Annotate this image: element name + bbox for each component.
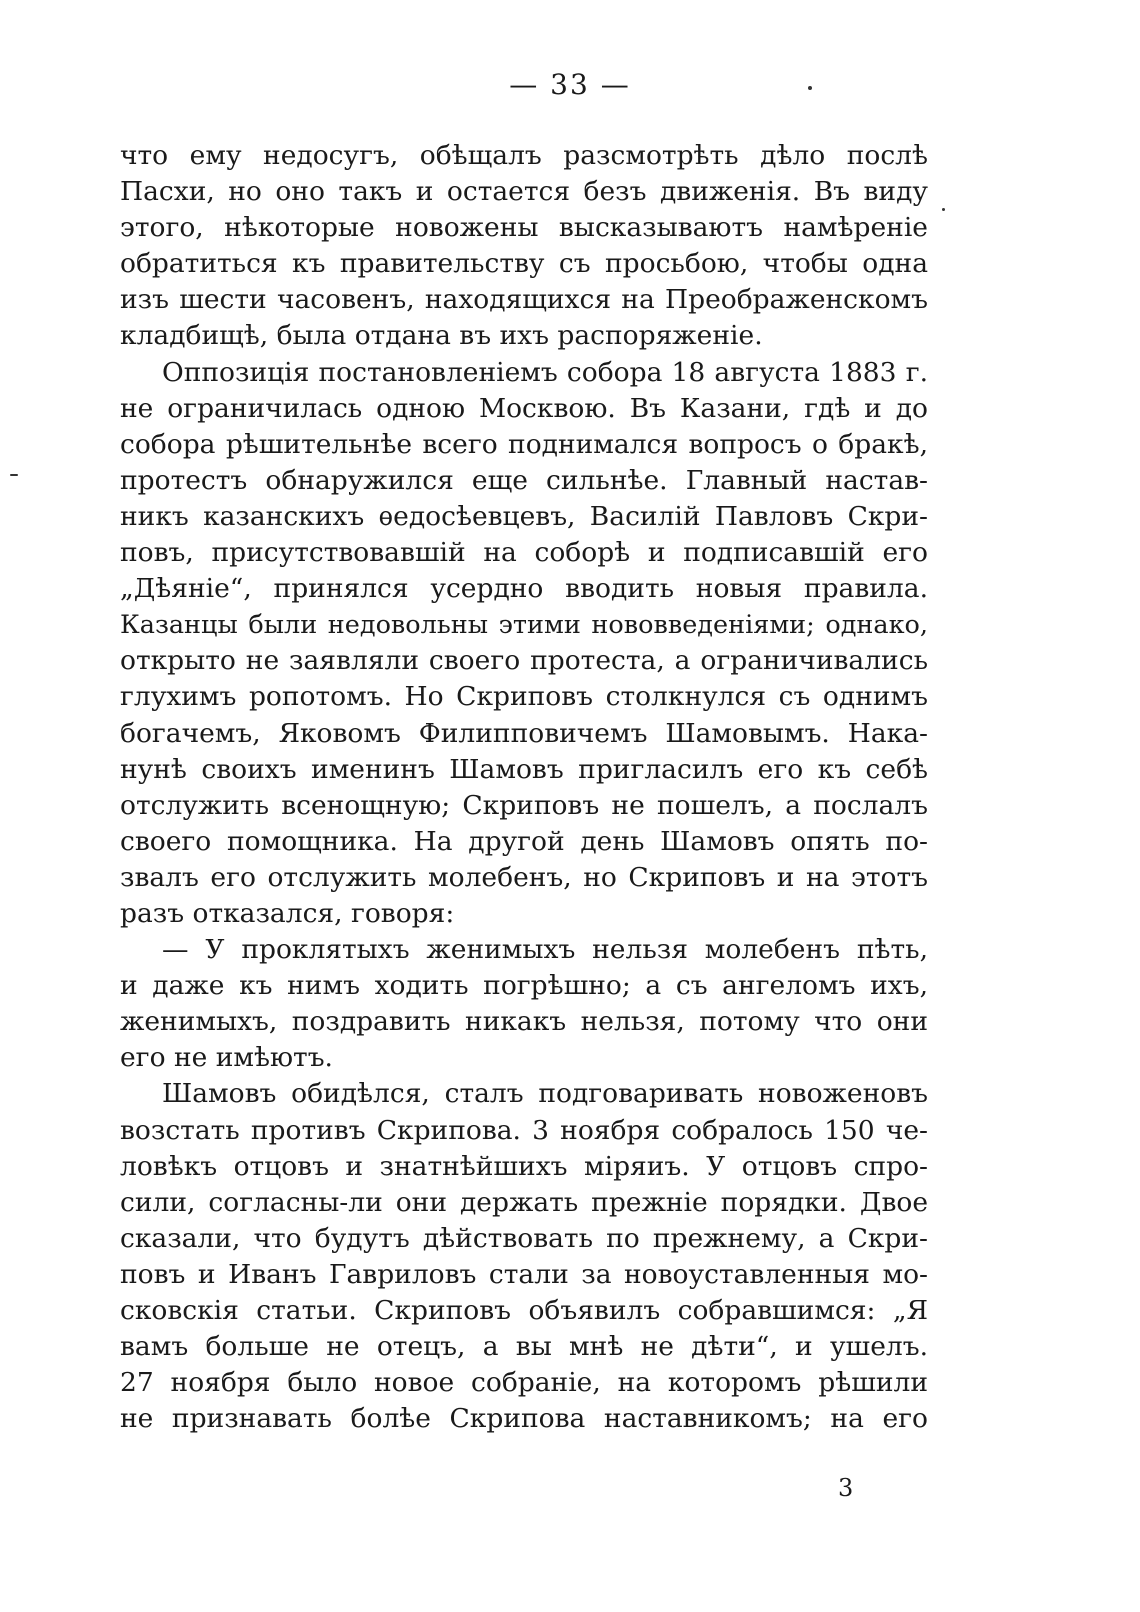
text-line: протестъ обнаружился еще сильнѣе. Главный настав- (120, 464, 928, 496)
text-line: обратиться къ правительству съ просьбою, чтобы одна (120, 248, 928, 280)
text-line: вамъ больше не отецъ, а вы мнѣ не дѣти“, и ушелъ. (120, 1331, 928, 1363)
paragraph (120, 1076, 928, 1437)
text-line: своего помощника. На другой день Шамовъ опять по- (120, 825, 928, 857)
text-line: нунѣ своихъ именинъ Шамовъ пригласилъ его къ себѣ (120, 753, 928, 785)
text-line: богачемъ, Яковомъ Филипповичемъ Шамовымъ. Нака- (120, 717, 928, 749)
text-line: кладбищѣ, была отдана въ ихъ распоряженіе. (120, 320, 763, 352)
paragraph (120, 932, 928, 1076)
text-line: разъ отказался, говоря: (120, 897, 455, 929)
text-line: сказали, что будутъ дѣйствовать по прежнему, а Скри- (120, 1222, 928, 1254)
text-line: сили, согласны-ли они держать прежніе порядки. Двое (120, 1186, 928, 1218)
scan-speck (942, 208, 945, 211)
text-line: Оппозиція постановленіемъ собора 18 августа 1883 г. (162, 356, 928, 388)
scan-speck (808, 86, 812, 90)
text-line: и даже къ нимъ ходить погрѣшно; а съ ангеломъ ихъ, (120, 970, 928, 1002)
text-line: „Дѣяніе“, принялся усердно вводить новыя правила. (120, 573, 928, 605)
text-line: изъ шести часовенъ, находящихся на Преображенскомъ (120, 284, 928, 316)
body-text (120, 138, 928, 1437)
text-line: повъ и Иванъ Гавриловъ стали за новоуставленныя мо- (120, 1258, 928, 1290)
signature-mark: 3 (838, 1474, 854, 1502)
text-line: Пасхи, но оно такъ и остается безъ движенія. Въ виду (120, 176, 928, 208)
text-line: сковскія статьи. Скриповъ объявилъ собравшимся: „Я (120, 1295, 928, 1326)
text-line: ловѣкъ отцовъ и знатнѣйшихъ міряиъ. У отцовъ спро- (120, 1150, 928, 1182)
text-line: — У проклятыхъ женимыхъ нельзя молебенъ пѣть, (162, 934, 928, 966)
text-line: не признавать болѣе Скрипова наставникомъ; на его (120, 1403, 928, 1435)
text-line: повъ, присутствовавшій на соборѣ и подписавшій его (120, 537, 928, 569)
text-line: 27 ноября было новое собраніе, на которомъ рѣшили (120, 1367, 928, 1399)
text-line: Казанцы были недовольны этими нововведеніями; однако, (120, 610, 928, 641)
text-line: что ему недосугъ, обѣщалъ разсмотрѣть дѣло послѣ (120, 140, 928, 171)
text-line: открыто не заявляли своего протеста, а ограничивались (120, 645, 928, 677)
text-line: Шамовъ обидѣлся, сталъ подговаривать новоженовъ (162, 1078, 928, 1110)
text-line: отслужить всенощную; Скриповъ не пошелъ, а послалъ (120, 789, 928, 821)
text-line: его не имѣютъ. (120, 1042, 333, 1074)
paragraph (120, 138, 928, 355)
paragraph (120, 355, 928, 933)
text-line: женимыхъ, поздравить никакъ нельзя, потому что они (120, 1006, 928, 1038)
text-line: глухимъ ропотомъ. Но Скриповъ столкнулся съ однимъ (120, 681, 928, 713)
text-line: этого, нѣкоторые новожены высказываютъ намѣреніе (120, 212, 928, 244)
text-line: не ограничилась одною Москвою. Въ Казани, гдѣ и до (120, 392, 928, 424)
text-line: возстать противъ Скрипова. 3 ноября собралось 150 че- (120, 1114, 928, 1146)
text-line: никъ казанскихъ ѳедосѣевцевъ, Василій Павловъ Скри- (120, 500, 928, 532)
scan-speck (10, 474, 18, 476)
page-number: — 33 — (509, 68, 631, 101)
text-line: звалъ его отслужить молебенъ, но Скриповъ и на этотъ (120, 861, 928, 893)
text-line: собора рѣшительнѣе всего поднимался вопросъ о бракѣ, (120, 428, 928, 460)
